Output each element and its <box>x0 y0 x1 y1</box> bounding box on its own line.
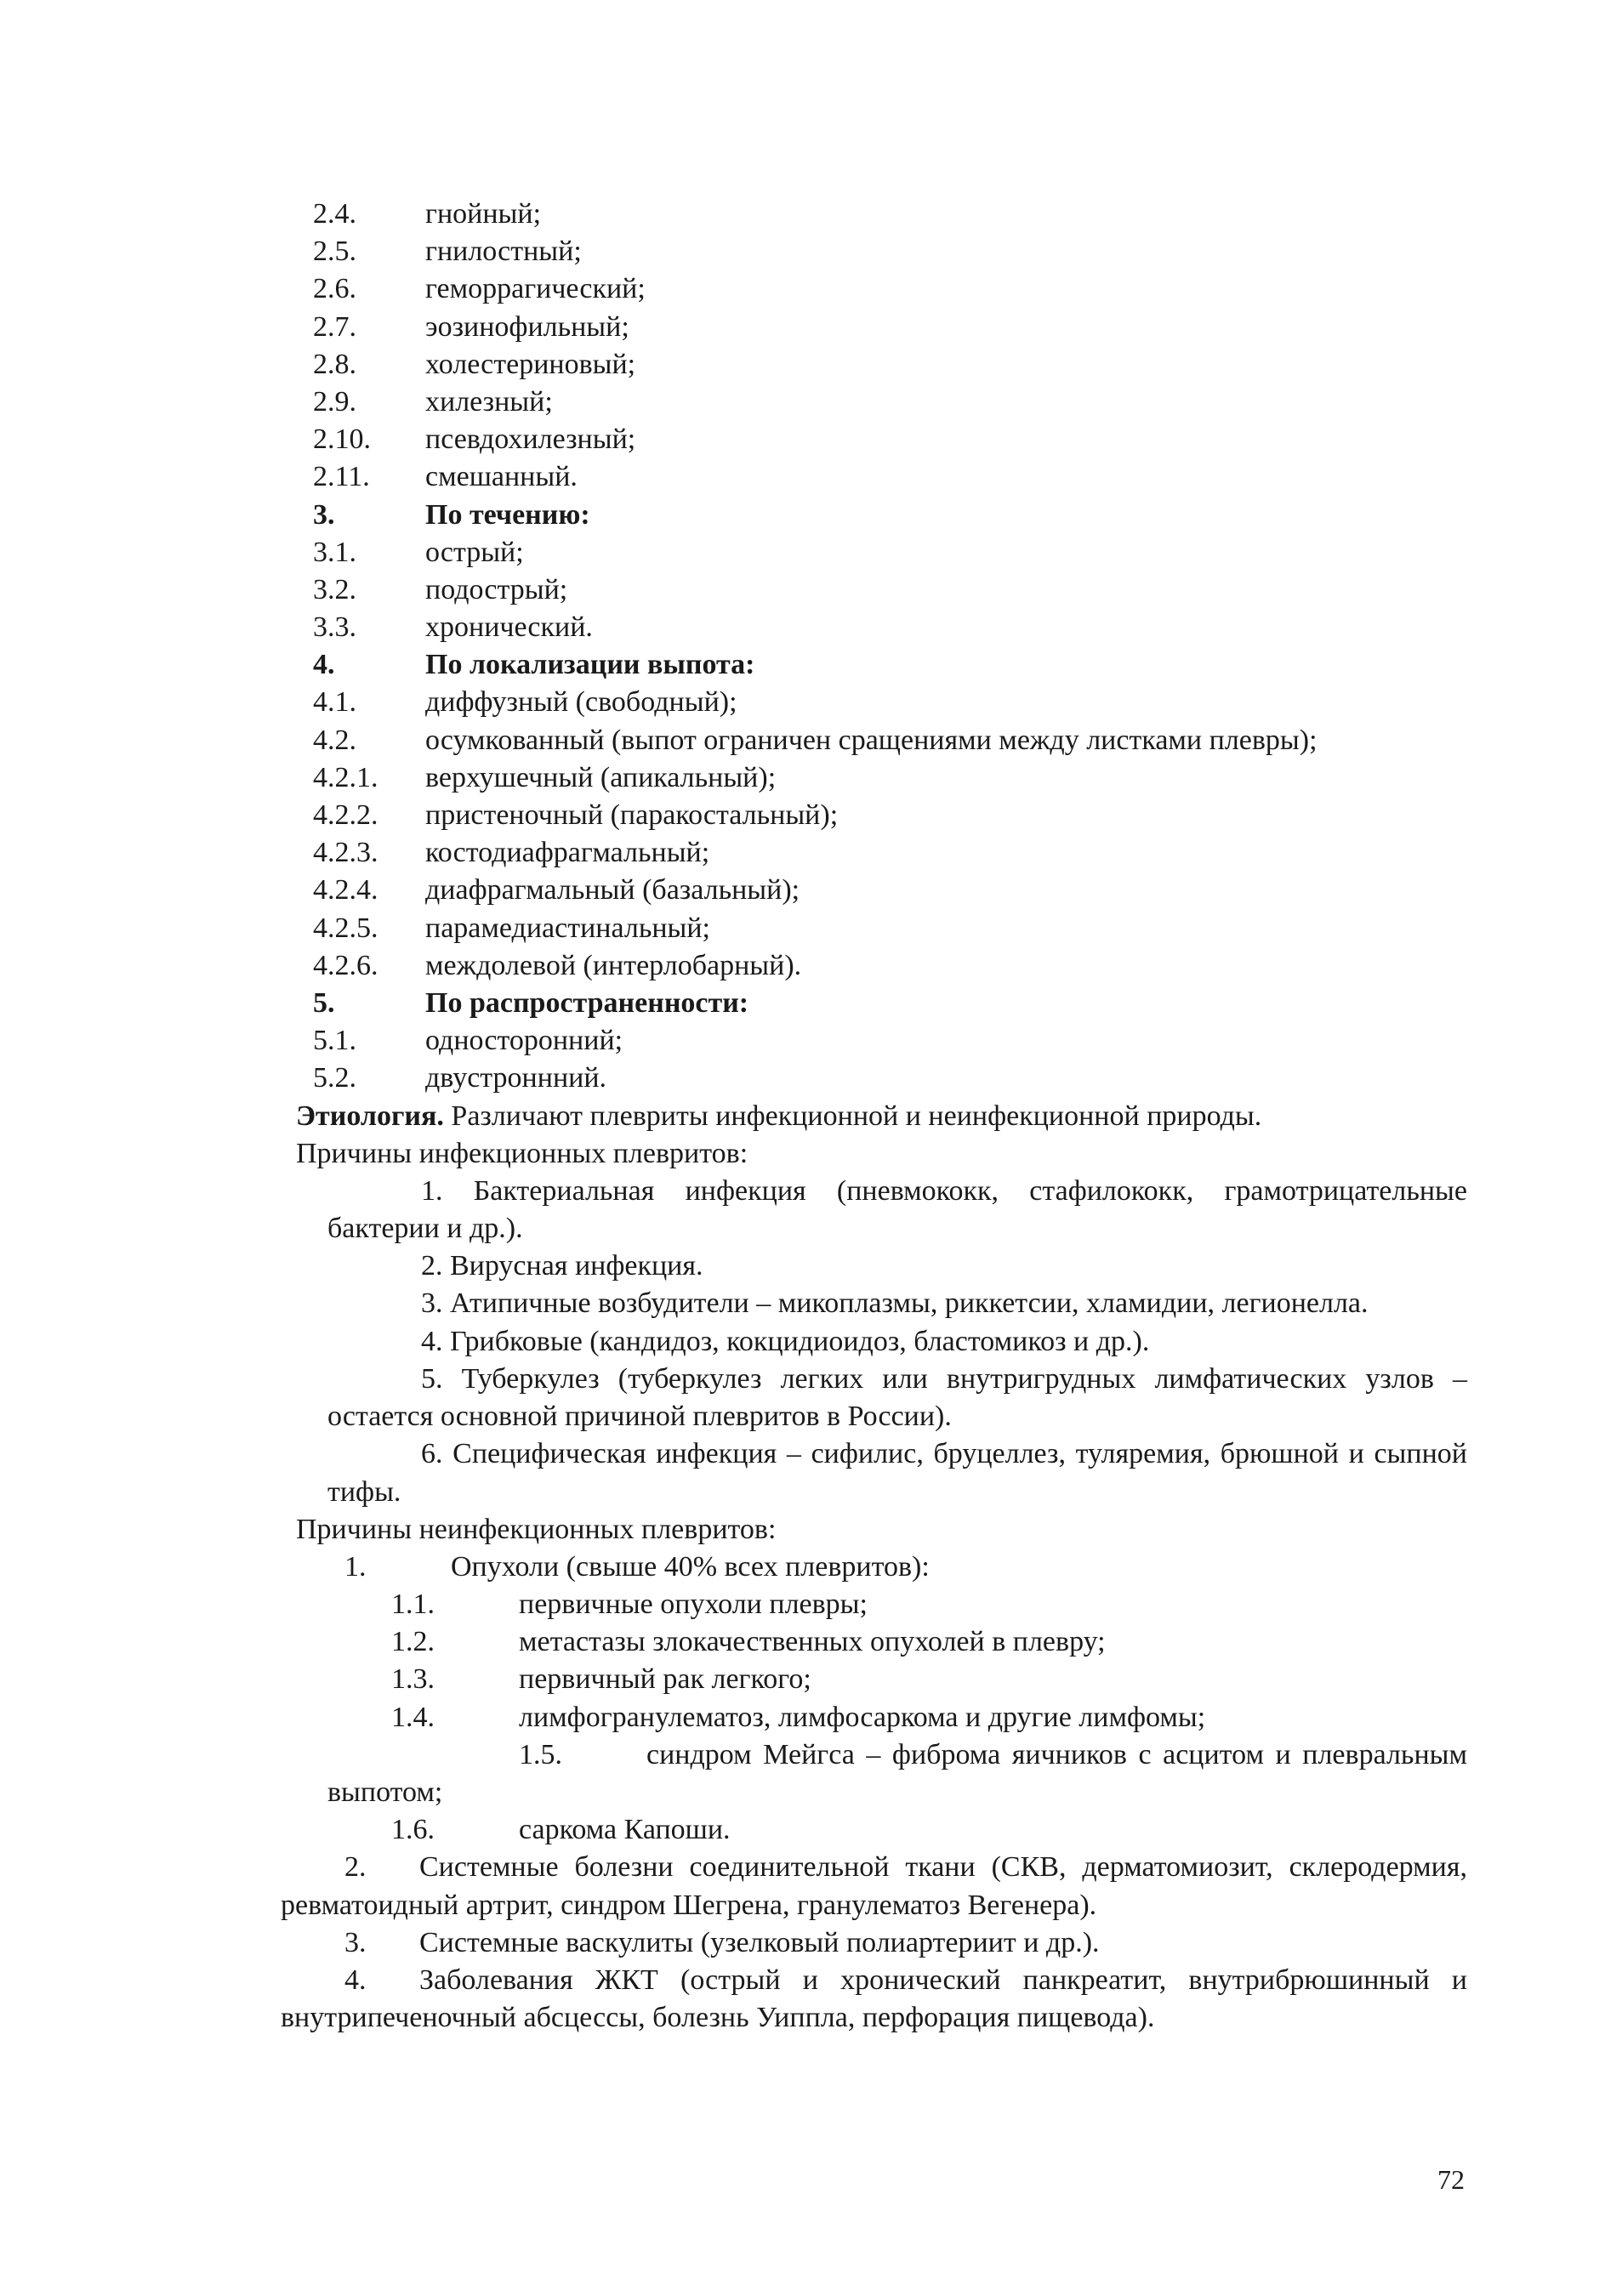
list-number: 5.2. <box>313 1062 356 1094</box>
list-text: гнилостный; <box>425 236 582 268</box>
list-item <box>281 1586 1467 1623</box>
etiology-label: Этиология. <box>296 1100 444 1132</box>
list-number: 4.2.2. <box>313 799 378 831</box>
list-number: 1.5. <box>519 1738 562 1770</box>
list-number: 1.6. <box>391 1814 435 1846</box>
list-item: 6. Специфическая инфекция – сифилис, бруцеллез, туляремия, брюшной и сыпной тифы. <box>327 1438 1467 1508</box>
list-text: односторонний; <box>425 1025 623 1057</box>
list-text: парамедиастинальный; <box>425 912 711 944</box>
list-item <box>281 1623 1467 1661</box>
list-item <box>281 947 1467 985</box>
list-item <box>281 834 1467 872</box>
list-text: метастазы злокачественных опухолей в плевру; <box>519 1626 1106 1658</box>
list-number: 1.4. <box>391 1701 435 1733</box>
list-item <box>281 1924 1467 1962</box>
list-text: геморрагический; <box>425 273 646 305</box>
list-number: 1.1. <box>391 1588 435 1621</box>
list-text: Системные болезни соединительной ткани (СКВ, дерматомиозит, склеродермия, ревматоидный артрит, синдром Шегрена, гранулематоз Вегенера). <box>281 1851 1467 1921</box>
list-text: холестериновый; <box>425 348 636 380</box>
list-item <box>281 1962 1467 2037</box>
list-number: 2. <box>344 1851 367 1884</box>
list-item <box>281 1699 1467 1736</box>
list-item: 4. Грибковые (кандидоз, кокцидиоидоз, бластомикоз и др.). <box>421 1325 1150 1357</box>
list-item <box>281 1849 1467 1924</box>
list-number: 3.2. <box>313 573 356 605</box>
list-number: 4.2. <box>313 724 356 756</box>
list-item <box>281 1060 1467 1097</box>
list-item: 2. Вирусная инфекция. <box>421 1250 703 1282</box>
list-item <box>281 571 1467 609</box>
list-item <box>281 534 1467 571</box>
list-item <box>281 458 1467 496</box>
list-text: подострый; <box>425 573 568 605</box>
list-number: 1. <box>344 1550 367 1583</box>
list-text: пристеночный (паракостальный); <box>425 799 839 831</box>
list-item <box>281 797 1467 834</box>
list-number: 2.9. <box>313 385 356 418</box>
list-number: 5.1. <box>313 1025 356 1057</box>
list-number: 4.2.3. <box>313 837 378 869</box>
list-item: 3. Атипичные возбудители – микоплазмы, риккетсии, хламидии, легионелла. <box>421 1287 1369 1320</box>
list-item <box>281 309 1467 346</box>
etiology-paragraph <box>296 1098 1467 1135</box>
page-content <box>281 196 1467 2037</box>
list-text: костодиафрагмальный; <box>425 837 710 869</box>
list-number: 2.5. <box>313 236 356 268</box>
list-text: По течению: <box>425 498 590 531</box>
list-text: первичные опухоли плевры; <box>519 1588 868 1621</box>
list-number: 4.2.4. <box>313 874 378 906</box>
list-text: псевдохилезный; <box>425 423 636 456</box>
list-item <box>281 684 1467 721</box>
list-text: хронический. <box>425 611 593 644</box>
list-text: саркома Капоши. <box>519 1814 731 1846</box>
list-text: Заболевания ЖКТ (острый и хронический панкреатит, внутрибрюшинный и внутрипеченочный абсцессы, болезнь Уиппла, перфорация пищевода). <box>281 1964 1467 2034</box>
list-text: гнойный; <box>425 198 542 230</box>
list-item <box>281 1022 1467 1060</box>
list-item <box>281 1811 1467 1849</box>
noninfectious-heading: Причины неинфекционных плевритов: <box>296 1513 777 1545</box>
list-number: 2.8. <box>313 348 356 380</box>
list-text: верхушечный (апикальный); <box>425 761 777 793</box>
list-number: 5. <box>313 986 335 1019</box>
list-text: двустроннний. <box>425 1062 607 1094</box>
list-number: 4.2.6. <box>313 949 378 981</box>
list-text: острый; <box>425 536 524 568</box>
list-number: 2.10. <box>313 423 371 456</box>
list-number: 3.1. <box>313 536 356 568</box>
list-text: лимфогранулематоз, лимфосаркома и другие лимфомы; <box>519 1701 1206 1733</box>
list-number: 4. <box>344 1964 367 1997</box>
list-number: 4.2.5. <box>313 912 378 944</box>
list-text: Опухоли (свыше 40% всех плевритов): <box>451 1550 930 1583</box>
list-text: эозинофильный; <box>425 310 629 343</box>
list-number: 4.2.1. <box>313 761 378 793</box>
list-number: 3. <box>313 498 335 531</box>
list-number: 3.3. <box>313 611 356 644</box>
section-heading <box>281 497 1467 534</box>
section-heading <box>281 985 1467 1022</box>
list-text: хилезный; <box>425 385 553 418</box>
list-number: 2.7. <box>313 310 356 343</box>
list-number: 2.4. <box>313 198 356 230</box>
list-item <box>281 233 1467 270</box>
list-text: смешанный. <box>425 461 578 493</box>
list-text: диффузный (свободный); <box>425 686 737 719</box>
infectious-heading: Причины инфекционных плевритов: <box>296 1137 748 1169</box>
etiology-text: Различают плевриты инфекционной и неинфекционной природы. <box>451 1100 1262 1132</box>
list-item <box>281 270 1467 308</box>
list-item <box>281 1549 1467 1586</box>
list-number: 1.3. <box>391 1663 435 1696</box>
list-number: 4. <box>313 649 335 681</box>
section-heading <box>281 646 1467 684</box>
list-text: междолевой (интерлобарный). <box>425 949 802 981</box>
list-item: 5. Туберкулез (туберкулез легких или внутригрудных лимфатических узлов – остается основной причиной плевритов в России). <box>327 1362 1467 1433</box>
list-text: диафрагмальный (базальный); <box>425 874 800 906</box>
list-text: синдром Мейгса – фиброма яичников с асцитом и плевральным выпотом; <box>327 1738 1467 1809</box>
list-text: Системные васкулиты (узелковый полиартериит и др.). <box>419 1926 1100 1958</box>
list-item <box>281 609 1467 646</box>
list-item <box>281 759 1467 797</box>
list-item <box>281 384 1467 421</box>
page-number: 72 <box>1437 2164 1465 2195</box>
list-item <box>281 872 1467 909</box>
list-item <box>281 1661 1467 1698</box>
list-number: 4.1. <box>313 686 356 719</box>
list-text: осумкованный (выпот ограничен сращениями между листками плевры); <box>425 724 1318 756</box>
list-item <box>281 196 1467 233</box>
list-text: По локализации выпота: <box>425 649 755 681</box>
list-number: 1.2. <box>391 1626 435 1658</box>
list-item <box>281 1736 1467 1811</box>
list-item <box>281 910 1467 947</box>
list-number: 2.6. <box>313 273 356 305</box>
list-item <box>281 346 1467 384</box>
list-text: первичный рак легкого; <box>519 1663 811 1696</box>
list-text: По распространенности: <box>425 986 749 1019</box>
list-item: 1. Бактериальная инфекция (пневмококк, стафилококк, грамотрицательные бактерии и др.). <box>327 1174 1467 1245</box>
list-item <box>281 421 1467 458</box>
list-number: 2.11. <box>313 461 370 493</box>
list-number: 3. <box>344 1926 367 1958</box>
list-item <box>281 722 1467 759</box>
